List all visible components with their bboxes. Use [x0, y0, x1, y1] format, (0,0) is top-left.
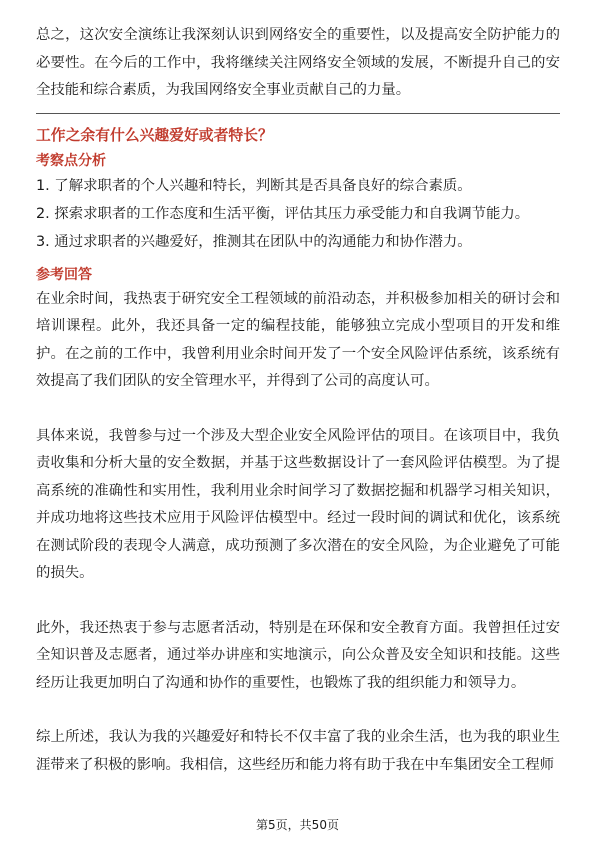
- analysis-item: 1. 了解求职者的个人兴趣和特长，判断其是否具备良好的综合素质。: [36, 177, 472, 194]
- analysis-label: 考察点分析: [36, 152, 106, 169]
- analysis-item: 3. 通过求职者的兴趣爱好，推测其在团队中的沟通能力和协作潜力。: [36, 233, 472, 250]
- analysis-list: [36, 172, 560, 256]
- page-number: 第5页，共50页: [256, 818, 339, 832]
- answer-label: 参考回答: [36, 266, 92, 283]
- answer-paragraph: 综上所述，我认为我的兴趣爱好和特长不仅丰富了我的业余生活，也为我的职业生涯带来了积极的影响。我相信，这些经历和能力将有助于我在中车集团安全工程师: [36, 729, 560, 773]
- document-page: [36, 22, 560, 779]
- section-divider: [36, 113, 560, 114]
- intro-paragraph: 总之，这次安全演练让我深刻认识到网络安全的重要性，以及提高安全防护能力的必要性。在今后的工作中，我将继续关注网络安全领域的发展，不断提升自己的安全技能和综合素质，为我国网络安全事业贡献自己的力量。: [36, 27, 560, 98]
- answer-paragraph: 具体来说，我曾参与过一个涉及大型企业安全风险评估的项目。在该项目中，我负责收集和分析大量的安全数据，并基于这些数据设计了一套风险评估模型。为了提高系统的准确性和实用性，我利用业余时间学习了数据挖掘和机器学习相关知识，并成功地将这些技术应用于风险评估模型中。经过一段时间的调试和优化，该系统在测试阶段的表现令人满意，成功预测了多次潜在的安全风险，为企业避免了可能的损失。: [36, 427, 560, 581]
- answer-paragraph: 此外，我还热衷于参与志愿者活动，特别是在环保和安全教育方面。我曾担任过安全知识普及志愿者，通过举办讲座和实地演示，向公众普及安全知识和技能。这些经历让我更加明白了沟通和协作的重要性，也锻炼了我的组织能力和领导力。: [36, 619, 560, 691]
- question-heading: 工作之余有什么兴趣爱好或者特长？: [36, 126, 273, 144]
- answer-paragraph: 在业余时间，我热衷于研究安全工程领域的前沿动态，并积极参加相关的研讨会和培训课程。此外，我还具备一定的编程技能，能够独立完成小型项目的开发和维护。在之前的工作中，我曾利用业余时间开发了一个安全风险评估系统，该系统有效提高了我们团队的安全管理水平，并得到了公司的高度认可。: [36, 290, 560, 389]
- analysis-item: 2. 探索求职者的工作态度和生活平衡，评估其压力承受能力和自我调节能力。: [36, 205, 530, 222]
